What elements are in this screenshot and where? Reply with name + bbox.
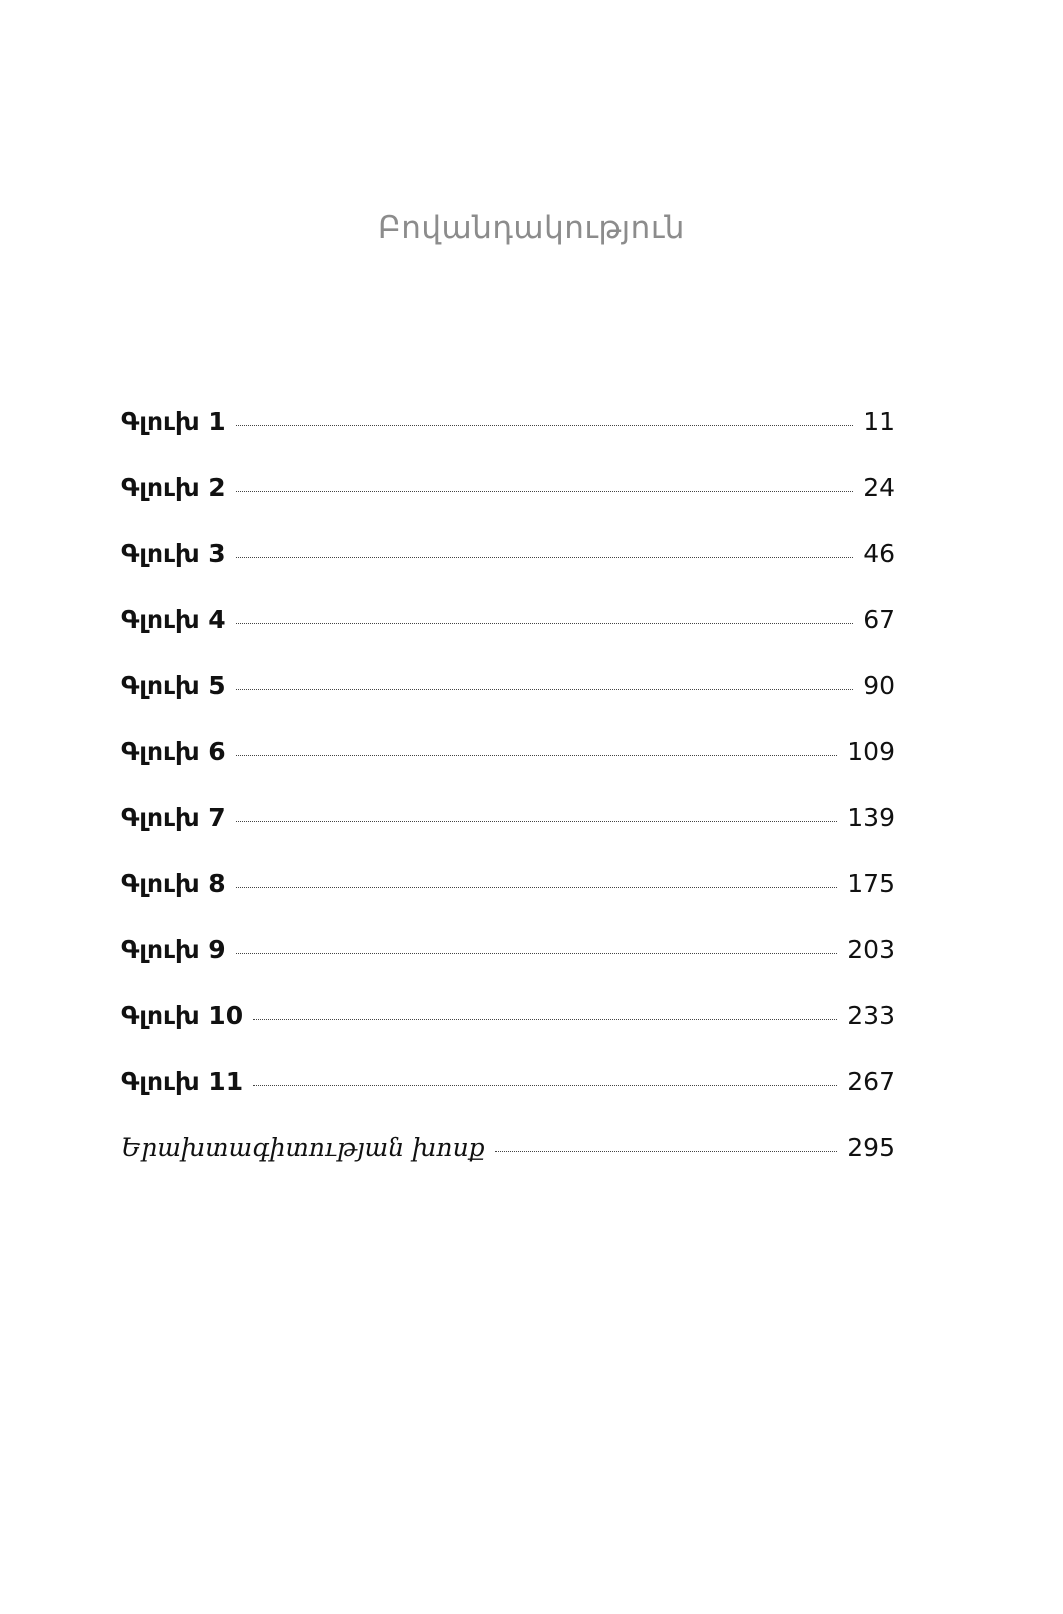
toc-entry-chapter-11[interactable] — [121, 1067, 895, 1133]
toc-entry-page-number: 67 — [863, 605, 895, 634]
toc-entry-label: Գլուխ 4 — [121, 605, 226, 634]
toc-entry-label: Գլուխ 2 — [121, 473, 226, 502]
toc-entry-page-number: 233 — [847, 1001, 895, 1030]
toc-entry-page-number: 24 — [863, 473, 895, 502]
toc-entry-page-number: 295 — [847, 1133, 895, 1162]
toc-entry-page-number: 109 — [847, 737, 895, 766]
toc-entry-page-number: 203 — [847, 935, 895, 964]
toc-entry-page-number: 267 — [847, 1067, 895, 1096]
toc-entry-chapter-3[interactable] — [121, 539, 895, 605]
toc-entry-page-number: 175 — [847, 869, 895, 898]
toc-entry-label: Գլուխ 7 — [121, 803, 226, 832]
dot-leader — [253, 1019, 837, 1020]
toc-entry-chapter-1[interactable] — [121, 407, 895, 473]
toc-entry-page-number: 11 — [863, 407, 895, 436]
dot-leader — [236, 425, 854, 426]
toc-entry-chapter-9[interactable] — [121, 935, 895, 1001]
toc-entry-label: Գլուխ 11 — [121, 1067, 244, 1096]
toc-entry-page-number: 90 — [863, 671, 895, 700]
toc-entry-label: Գլուխ 3 — [121, 539, 226, 568]
dot-leader — [236, 953, 838, 954]
dot-leader — [236, 887, 838, 888]
toc-entry-label: Գլուխ 10 — [121, 1001, 244, 1030]
toc-entry-label: Գլուխ 8 — [121, 869, 226, 898]
toc-entry-label: Գլուխ 9 — [121, 935, 226, 964]
table-of-contents — [121, 407, 895, 1199]
toc-entry-page-number: 46 — [863, 539, 895, 568]
toc-entry-chapter-8[interactable] — [121, 869, 895, 935]
dot-leader — [253, 1085, 837, 1086]
dot-leader — [236, 755, 838, 756]
toc-entry-chapter-5[interactable] — [121, 671, 895, 737]
dot-leader — [236, 491, 854, 492]
dot-leader — [236, 623, 854, 624]
toc-entry-page-number: 139 — [847, 803, 895, 832]
toc-entry-label: Գլուխ 1 — [121, 407, 226, 436]
toc-entry-chapter-7[interactable] — [121, 803, 895, 869]
toc-entry-label: Գլուխ 5 — [121, 671, 226, 700]
dot-leader — [236, 557, 854, 558]
toc-entry-chapter-10[interactable] — [121, 1001, 895, 1067]
toc-entry-chapter-4[interactable] — [121, 605, 895, 671]
dot-leader — [236, 821, 838, 822]
toc-entry-chapter-2[interactable] — [121, 473, 895, 539]
dot-leader — [495, 1151, 838, 1152]
toc-entry-label: Երախտագիտության խոսք — [121, 1133, 485, 1162]
toc-entry-acknowledgements[interactable] — [121, 1133, 895, 1199]
toc-entry-label: Գլուխ 6 — [121, 737, 226, 766]
dot-leader — [236, 689, 854, 690]
page-title: Բովանդակություն — [378, 210, 685, 246]
toc-entry-chapter-6[interactable] — [121, 737, 895, 803]
